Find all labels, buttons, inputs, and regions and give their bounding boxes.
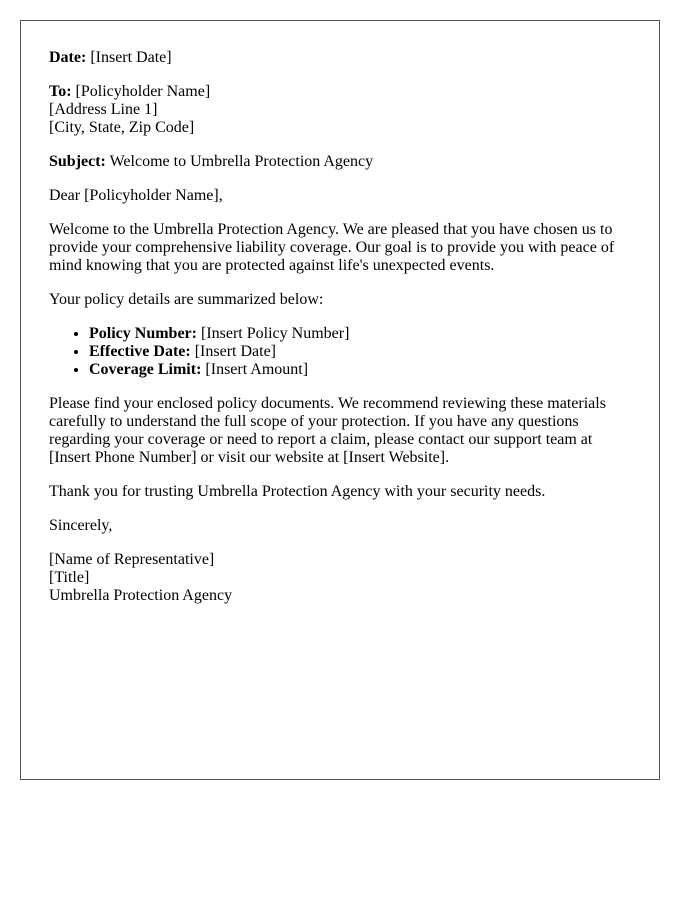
list-item [89,343,631,361]
list-item [89,325,631,343]
list-item [89,361,631,379]
thanks-paragraph: Thank you for trusting Umbrella Protection Agency with your security needs. [49,483,546,500]
salutation: Dear [Policyholder Name], [49,187,223,204]
effective-date-label: Effective Date: [89,343,191,360]
date-line [49,49,631,67]
address-line-1: [Address Line 1] [49,101,158,118]
subject-value: Welcome to Umbrella Protection Agency [109,153,374,170]
details-intro: Your policy details are summarized below: [49,291,324,308]
coverage-limit-label: Coverage Limit: [89,361,202,378]
signature-company: Umbrella Protection Agency [49,587,233,604]
to-label: To: [49,83,72,100]
policy-number-label: Policy Number: [89,325,197,342]
address-line-2: [City, State, Zip Code] [49,119,195,136]
policy-number-value: [Insert Policy Number] [200,325,350,342]
subject-label: Subject: [49,153,106,170]
policy-details-list [49,325,631,379]
recipient-block [49,83,631,137]
recipient-name: [Policyholder Name] [75,83,211,100]
subject-line [49,153,631,171]
letter-page [20,20,660,780]
recipient-name-line [49,83,631,101]
signature-name: [Name of Representative] [49,551,215,568]
effective-date-value: [Insert Date] [194,343,277,360]
date-label: Date: [49,49,87,66]
intro-paragraph: Welcome to the Umbrella Protection Agency. We are pleased that you have chosen us to provide your comprehensive liability coverage. Our goal is to provide you with peace of mind knowing that you are protected against life's unexpected events. [49,221,615,274]
coverage-limit-value: [Insert Amount] [205,361,309,378]
signature-title: [Title] [49,569,90,586]
date-value: [Insert Date] [90,49,172,66]
closing: Sincerely, [49,517,113,534]
documents-paragraph: Please find your enclosed policy documents. We recommend reviewing these materials carefully to understand the full scope of your protection. If you have any questions regarding your coverage or need to report a claim, please contact our support team at [Insert Phone Number] or visit our website at [Insert Website]. [49,395,606,466]
signature-block [49,551,631,605]
